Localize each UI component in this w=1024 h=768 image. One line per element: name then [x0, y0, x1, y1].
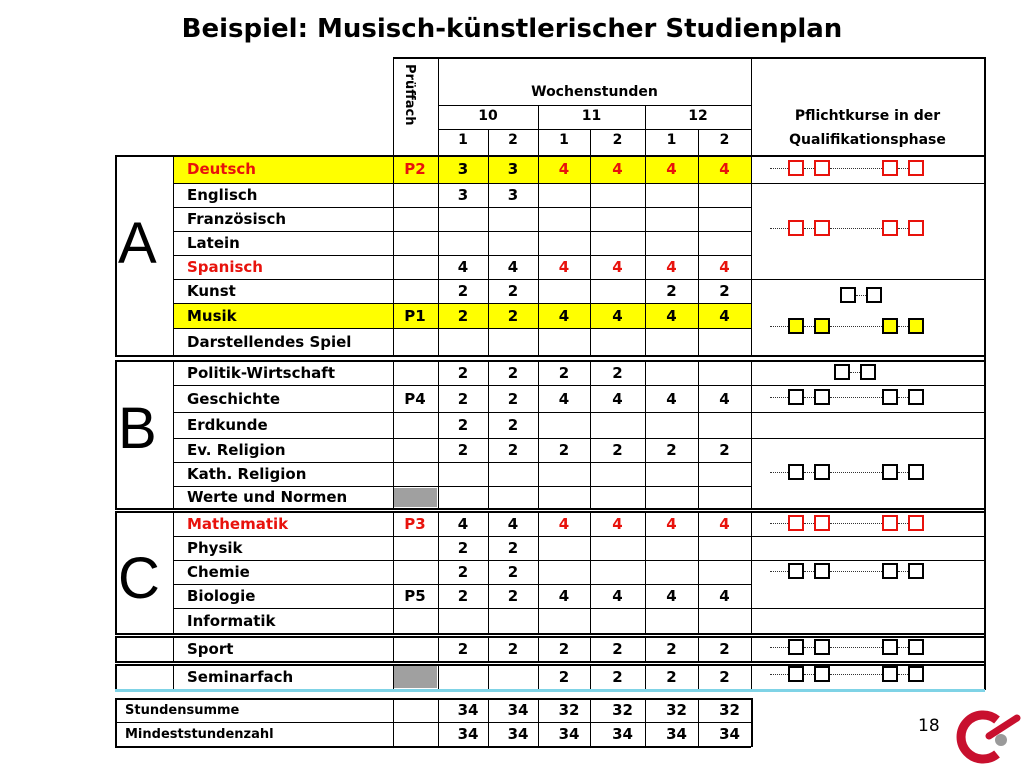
- connector: [830, 228, 882, 229]
- total-value: 34: [719, 725, 740, 743]
- h-rule: [751, 560, 985, 561]
- group-letter-B: B: [118, 396, 157, 461]
- hours-cell: 2: [612, 441, 623, 459]
- course-box: [814, 464, 830, 480]
- subject-name: Latein: [187, 234, 240, 252]
- h-rule: [751, 183, 985, 184]
- hours-cell: 4: [558, 258, 570, 276]
- v-rule: [438, 664, 439, 689]
- v-rule: [751, 360, 752, 508]
- hours-cell: 2: [457, 539, 469, 557]
- hours-cell: 2: [457, 563, 469, 581]
- course-box: [860, 364, 876, 380]
- hours-cell: 2: [558, 640, 570, 658]
- h-rule: [173, 536, 751, 537]
- connector: [830, 523, 882, 524]
- v-rule: [115, 636, 117, 662]
- v-rule: [751, 636, 752, 661]
- course-box: [908, 389, 924, 405]
- group-letter-C: C: [118, 546, 160, 611]
- connector: [850, 372, 860, 373]
- hours-cell: 4: [666, 307, 677, 325]
- h-rule: [173, 462, 751, 463]
- grade-header: 11: [581, 108, 602, 124]
- course-box: [882, 220, 898, 236]
- connector: [804, 326, 814, 327]
- connector: [830, 168, 882, 169]
- hours-cell: 2: [507, 539, 519, 557]
- semester-header: 1: [666, 132, 677, 148]
- h-rule: [393, 57, 985, 59]
- v-rule: [393, 664, 394, 689]
- connector: [898, 571, 908, 572]
- hours-cell: 4: [666, 160, 677, 178]
- h-rule: [751, 385, 985, 386]
- course-box: [882, 639, 898, 655]
- subject-name: Darstellendes Spiel: [187, 333, 352, 351]
- h-rule: [751, 536, 985, 537]
- h-rule: [751, 355, 985, 356]
- course-box: [866, 287, 882, 303]
- course-box: [908, 464, 924, 480]
- v-rule: [751, 664, 752, 689]
- semester-header: 2: [612, 132, 623, 148]
- v-rule: [590, 511, 591, 633]
- v-rule: [173, 636, 174, 662]
- course-box: [788, 666, 804, 682]
- hours-cell: 4: [558, 160, 570, 178]
- course-box: [788, 160, 804, 176]
- v-rule: [590, 636, 591, 661]
- subject-name: Französisch: [187, 210, 287, 228]
- pruffach-blocked-cell: [393, 666, 437, 688]
- connector: [898, 168, 908, 169]
- connector: [856, 295, 866, 296]
- hours-cell: 2: [457, 364, 469, 382]
- hours-cell: 4: [612, 307, 623, 325]
- course-box: [814, 389, 830, 405]
- v-rule: [393, 57, 394, 155]
- hours-cell: 2: [457, 282, 469, 300]
- hours-cell: 2: [507, 441, 519, 459]
- subject-name: Erdkunde: [187, 416, 268, 434]
- h-rule: [751, 412, 985, 413]
- total-value: 34: [558, 725, 580, 743]
- hours-cell: 4: [558, 587, 570, 605]
- hours-cell: 2: [612, 364, 623, 382]
- h-rule: [115, 698, 751, 700]
- h-rule: [173, 385, 751, 386]
- hours-cell: 2: [719, 441, 730, 459]
- h-rule: [115, 722, 751, 723]
- hours-cell: 2: [507, 364, 519, 382]
- course-box: [882, 318, 898, 334]
- connector: [770, 571, 788, 572]
- h-rule: [751, 279, 985, 280]
- subject-name: Kunst: [187, 282, 236, 300]
- connector: [830, 326, 882, 327]
- v-rule: [115, 698, 117, 747]
- h-rule: [173, 412, 751, 413]
- pruffach-value: P1: [404, 307, 426, 325]
- hours-cell: 4: [612, 587, 623, 605]
- total-label: Stundensumme: [125, 703, 240, 718]
- hours-cell: 2: [666, 668, 677, 686]
- course-box: [840, 287, 856, 303]
- total-value: 34: [457, 725, 479, 743]
- hours-cell: 4: [612, 258, 623, 276]
- v-rule: [438, 698, 439, 746]
- course-box: [882, 563, 898, 579]
- hours-cell: 4: [719, 515, 730, 533]
- page-title: Beispiel: Musisch-künstlerischer Studienplan: [181, 14, 843, 44]
- subject-name: Ev. Religion: [187, 441, 286, 459]
- hours-cell: 4: [719, 587, 730, 605]
- subject-name: Informatik: [187, 612, 276, 630]
- subject-name: Geschichte: [187, 390, 281, 408]
- h-rule: [173, 207, 751, 208]
- hours-cell: 4: [666, 587, 677, 605]
- connector: [804, 168, 814, 169]
- hours-cell: 3: [457, 160, 469, 178]
- hours-cell: 3: [507, 160, 519, 178]
- h-rule: [115, 636, 985, 638]
- h-rule: [173, 231, 751, 232]
- course-box: [814, 563, 830, 579]
- course-box: [882, 389, 898, 405]
- course-box: [814, 666, 830, 682]
- hours-cell: 2: [457, 441, 469, 459]
- course-box: [788, 639, 804, 655]
- hours-cell: 2: [666, 640, 677, 658]
- v-rule: [393, 698, 394, 746]
- hours-cell: 4: [666, 258, 677, 276]
- hours-cell: 4: [719, 390, 730, 408]
- connector: [804, 472, 814, 473]
- h-rule: [173, 328, 751, 329]
- hours-cell: 2: [612, 668, 623, 686]
- course-box: [834, 364, 850, 380]
- hours-cell: 2: [507, 587, 519, 605]
- subject-name: Seminarfach: [187, 668, 294, 686]
- hours-cell: 2: [507, 390, 519, 408]
- hours-cell: 2: [457, 307, 469, 325]
- total-value: 32: [666, 701, 687, 719]
- total-value: 34: [507, 701, 529, 719]
- hours-cell: 2: [558, 364, 570, 382]
- connector: [898, 647, 908, 648]
- semester-header: 1: [559, 132, 569, 148]
- subject-name: Chemie: [187, 563, 250, 581]
- subject-name: Sport: [187, 640, 234, 658]
- v-rule: [751, 511, 752, 633]
- course-box: [788, 464, 804, 480]
- hours-cell: 4: [558, 390, 570, 408]
- hours-cell: 2: [457, 390, 469, 408]
- hours-cell: 2: [507, 282, 519, 300]
- total-label: Mindeststundenzahl: [125, 727, 274, 742]
- connector: [770, 326, 788, 327]
- course-box: [814, 639, 830, 655]
- h-rule: [438, 129, 751, 130]
- connector: [830, 571, 882, 572]
- h-rule: [173, 255, 751, 256]
- v-rule: [115, 360, 117, 509]
- v-rule: [115, 664, 117, 690]
- h-rule: [751, 438, 985, 439]
- v-rule: [590, 664, 591, 689]
- hours-cell: 4: [612, 390, 623, 408]
- connector: [830, 397, 882, 398]
- h-rule: [751, 508, 985, 509]
- hours-cell: 2: [719, 668, 730, 686]
- total-value: 32: [558, 701, 580, 719]
- hours-cell: 2: [719, 640, 730, 658]
- total-value: 32: [719, 701, 740, 719]
- subject-name: Werte und Normen: [187, 488, 348, 506]
- hours-cell: 4: [719, 258, 730, 276]
- logo-icon: [955, 708, 1023, 764]
- hours-cell: 4: [666, 390, 677, 408]
- connector: [804, 228, 814, 229]
- hours-cell: 2: [507, 416, 519, 434]
- h-rule: [115, 511, 985, 513]
- connector: [898, 523, 908, 524]
- hours-cell: 4: [457, 258, 469, 276]
- hours-cell: 4: [457, 515, 469, 533]
- subject-name: Mathematik: [187, 515, 289, 533]
- h-rule: [115, 661, 985, 663]
- connector: [898, 228, 908, 229]
- connector: [770, 397, 788, 398]
- course-box: [788, 563, 804, 579]
- v-rule: [751, 155, 752, 355]
- connector: [898, 472, 908, 473]
- h-rule: [115, 664, 985, 666]
- pruffach-value: P2: [404, 160, 426, 178]
- hours-cell: 2: [666, 441, 677, 459]
- page-number: 18: [918, 716, 940, 736]
- subject-name: Politik-Wirtschaft: [187, 364, 335, 382]
- hours-cell: 2: [457, 587, 469, 605]
- hours-cell: 4: [719, 307, 730, 325]
- course-box: [908, 563, 924, 579]
- subject-name: Biologie: [187, 587, 256, 605]
- connector: [770, 472, 788, 473]
- course-box: [814, 318, 830, 334]
- course-box: [908, 220, 924, 236]
- connector: [830, 674, 882, 675]
- total-value: 34: [666, 725, 687, 743]
- connector: [898, 326, 908, 327]
- hours-cell: 4: [558, 515, 570, 533]
- hours-cell: 2: [507, 640, 519, 658]
- h-rule: [173, 608, 751, 609]
- hours-cell: 4: [719, 160, 730, 178]
- pruffach-value: P5: [404, 587, 426, 605]
- hours-cell: 4: [612, 160, 623, 178]
- h-rule: [173, 486, 751, 487]
- v-rule: [984, 57, 986, 690]
- connector: [770, 674, 788, 675]
- connector: [804, 647, 814, 648]
- connector: [898, 674, 908, 675]
- connector: [770, 168, 788, 169]
- hours-cell: 4: [558, 307, 570, 325]
- h-rule: [751, 608, 985, 609]
- hours-cell: 2: [507, 307, 519, 325]
- course-box: [788, 220, 804, 236]
- course-box: [908, 639, 924, 655]
- connector: [830, 472, 882, 473]
- subject-name: Deutsch: [187, 160, 256, 178]
- total-value: 32: [612, 701, 633, 719]
- v-rule: [115, 155, 117, 356]
- course-box: [814, 160, 830, 176]
- connector: [804, 674, 814, 675]
- course-box: [788, 389, 804, 405]
- connector: [770, 228, 788, 229]
- grade-header: 12: [688, 108, 708, 124]
- hours-cell: 2: [558, 668, 570, 686]
- connector: [804, 523, 814, 524]
- hours-cell: 3: [507, 186, 519, 204]
- course-box: [882, 160, 898, 176]
- grade-header: 10: [478, 108, 498, 124]
- h-rule: [115, 360, 985, 362]
- connector: [830, 647, 882, 648]
- h-rule: [115, 155, 985, 157]
- course-box: [814, 220, 830, 236]
- hours-cell: 2: [719, 282, 730, 300]
- v-rule: [115, 511, 117, 634]
- v-rule: [393, 636, 394, 661]
- v-rule: [173, 664, 174, 690]
- hours-cell: 4: [612, 515, 623, 533]
- course-box: [882, 464, 898, 480]
- hours-cell: 2: [507, 563, 519, 581]
- h-rule: [173, 584, 751, 585]
- total-value: 34: [457, 701, 479, 719]
- pflicht-header-line2: Qualifikationsphase: [789, 132, 946, 148]
- pruffach-value: P3: [404, 515, 426, 533]
- course-box: [788, 515, 804, 531]
- total-value: 34: [612, 725, 633, 743]
- course-box: [908, 160, 924, 176]
- separator-bar: [115, 689, 985, 692]
- pruffach-header: Prüffach: [402, 64, 417, 126]
- pruffach-blocked-cell: [393, 488, 437, 507]
- h-rule: [173, 279, 751, 280]
- hours-cell: 2: [666, 282, 677, 300]
- course-box: [908, 318, 924, 334]
- hours-cell: 2: [457, 416, 469, 434]
- h-rule: [173, 183, 751, 184]
- course-box: [882, 666, 898, 682]
- subject-name: Kath. Religion: [187, 465, 307, 483]
- v-rule: [488, 664, 489, 689]
- total-value: 34: [507, 725, 529, 743]
- semester-header: 2: [719, 132, 730, 148]
- course-box: [908, 666, 924, 682]
- subject-name: Spanisch: [187, 258, 263, 276]
- connector: [770, 647, 788, 648]
- connector: [804, 397, 814, 398]
- wochenstunden-header: Wochenstunden: [531, 84, 658, 100]
- pflicht-header-line1: Pflichtkurse in der: [794, 108, 941, 124]
- pruffach-value: P4: [404, 390, 426, 408]
- hours-cell: 3: [457, 186, 469, 204]
- h-rule: [173, 560, 751, 561]
- connector: [770, 523, 788, 524]
- h-rule: [173, 438, 751, 439]
- connector: [898, 397, 908, 398]
- course-box: [814, 515, 830, 531]
- semester-header: 1: [458, 132, 468, 148]
- group-letter-A: A: [118, 211, 157, 276]
- h-rule: [438, 105, 751, 106]
- course-box: [908, 515, 924, 531]
- hours-cell: 2: [558, 441, 570, 459]
- hours-cell: 2: [612, 640, 623, 658]
- subject-name: Musik: [187, 307, 237, 325]
- hours-cell: 2: [457, 640, 469, 658]
- h-rule: [173, 303, 751, 304]
- course-box: [788, 318, 804, 334]
- h-rule: [115, 746, 751, 748]
- connector: [804, 571, 814, 572]
- semester-header: 2: [508, 132, 518, 148]
- hours-cell: 4: [507, 515, 519, 533]
- hours-cell: 4: [507, 258, 519, 276]
- subject-name: Physik: [187, 539, 243, 557]
- hours-cell: 4: [666, 515, 677, 533]
- v-rule: [173, 511, 174, 634]
- h-rule: [751, 633, 985, 634]
- subject-name: Englisch: [187, 186, 258, 204]
- course-box: [882, 515, 898, 531]
